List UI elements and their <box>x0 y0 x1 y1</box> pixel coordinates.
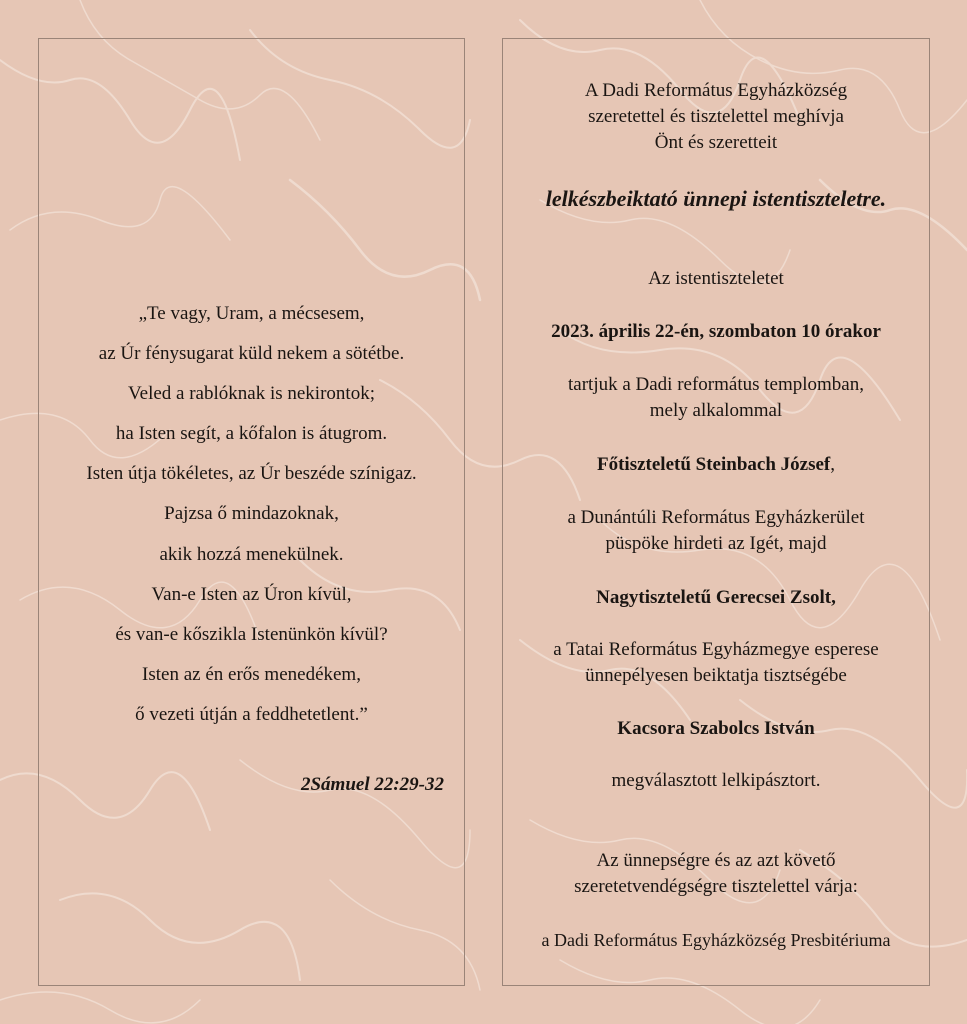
intro-line: Önt és szeretteit <box>654 132 778 153</box>
verse-line: Isten útja tökéletes, az Úr beszéde színigaz. <box>86 463 417 484</box>
bishop-name-suffix: , <box>830 454 835 475</box>
dean-role-line: a Tatai Református Egyházmegye esperese <box>553 639 879 660</box>
verse-line: Van-e Isten az Úron kívül, <box>151 584 352 605</box>
verse-line: Veled a rablóknak is nekirontok; <box>128 383 375 404</box>
pastor-role: megválasztott lelkipásztort. <box>611 770 821 791</box>
verse-line: ő vezeti útján a feddhetetlent.” <box>135 704 368 725</box>
bishop-name: Főtiszteletű Steinbach József <box>597 454 831 475</box>
event-date-time: 2023. április 22-én, szombaton 10 órakor <box>551 321 881 342</box>
dean-role-line: ünnepélyesen beiktatja tisztségébe <box>585 665 847 686</box>
verse-reference: 2Sámuel 22:29-32 <box>300 774 444 795</box>
bishop-role-line: püspöke hirdeti az Igét, majd <box>605 533 827 554</box>
service-intro: Az istentiszteletet <box>648 268 784 289</box>
verse-line: Isten az én erős menedékem, <box>142 664 361 685</box>
location-line: mely alkalommal <box>649 400 783 421</box>
intro-line: A Dadi Református Egyházközség <box>584 80 848 101</box>
verse-line: és van-e kőszikla Istenünkön kívül? <box>115 624 388 645</box>
invitation-panel <box>502 38 930 986</box>
bishop-role-line: a Dunántúli Református Egyházkerület <box>567 507 865 528</box>
pastor-name: Kacsora Szabolcs István <box>617 718 815 739</box>
signature: a Dadi Református Egyházközség Presbitériuma <box>541 930 891 950</box>
intro-line: szeretettel és tisztelettel meghívja <box>588 106 844 127</box>
verse-line: Pajzsa ő mindazoknak, <box>164 503 339 524</box>
bishop-name-line <box>503 454 929 476</box>
closing-line: Az ünnepségre és az azt követő <box>596 850 836 871</box>
verse-line: az Úr fénysugarat küld nekem a sötétbe. <box>98 343 405 364</box>
closing-line: szeretetvendégségre tisztelettel várja: <box>574 876 858 897</box>
verse-panel <box>38 38 465 986</box>
verse-line: akik hozzá menekülnek. <box>159 544 344 565</box>
verse-line: ha Isten segít, a kőfalon is átugrom. <box>115 423 388 444</box>
event-title: lelkészbeiktató ünnepi istentiszteletre. <box>545 186 887 211</box>
location-line: tartjuk a Dadi református templomban, <box>568 374 864 395</box>
dean-name: Nagytiszteletű Gerecsei Zsolt, <box>596 587 836 608</box>
verse-line: „Te vagy, Uram, a mécsesem, <box>138 303 365 324</box>
